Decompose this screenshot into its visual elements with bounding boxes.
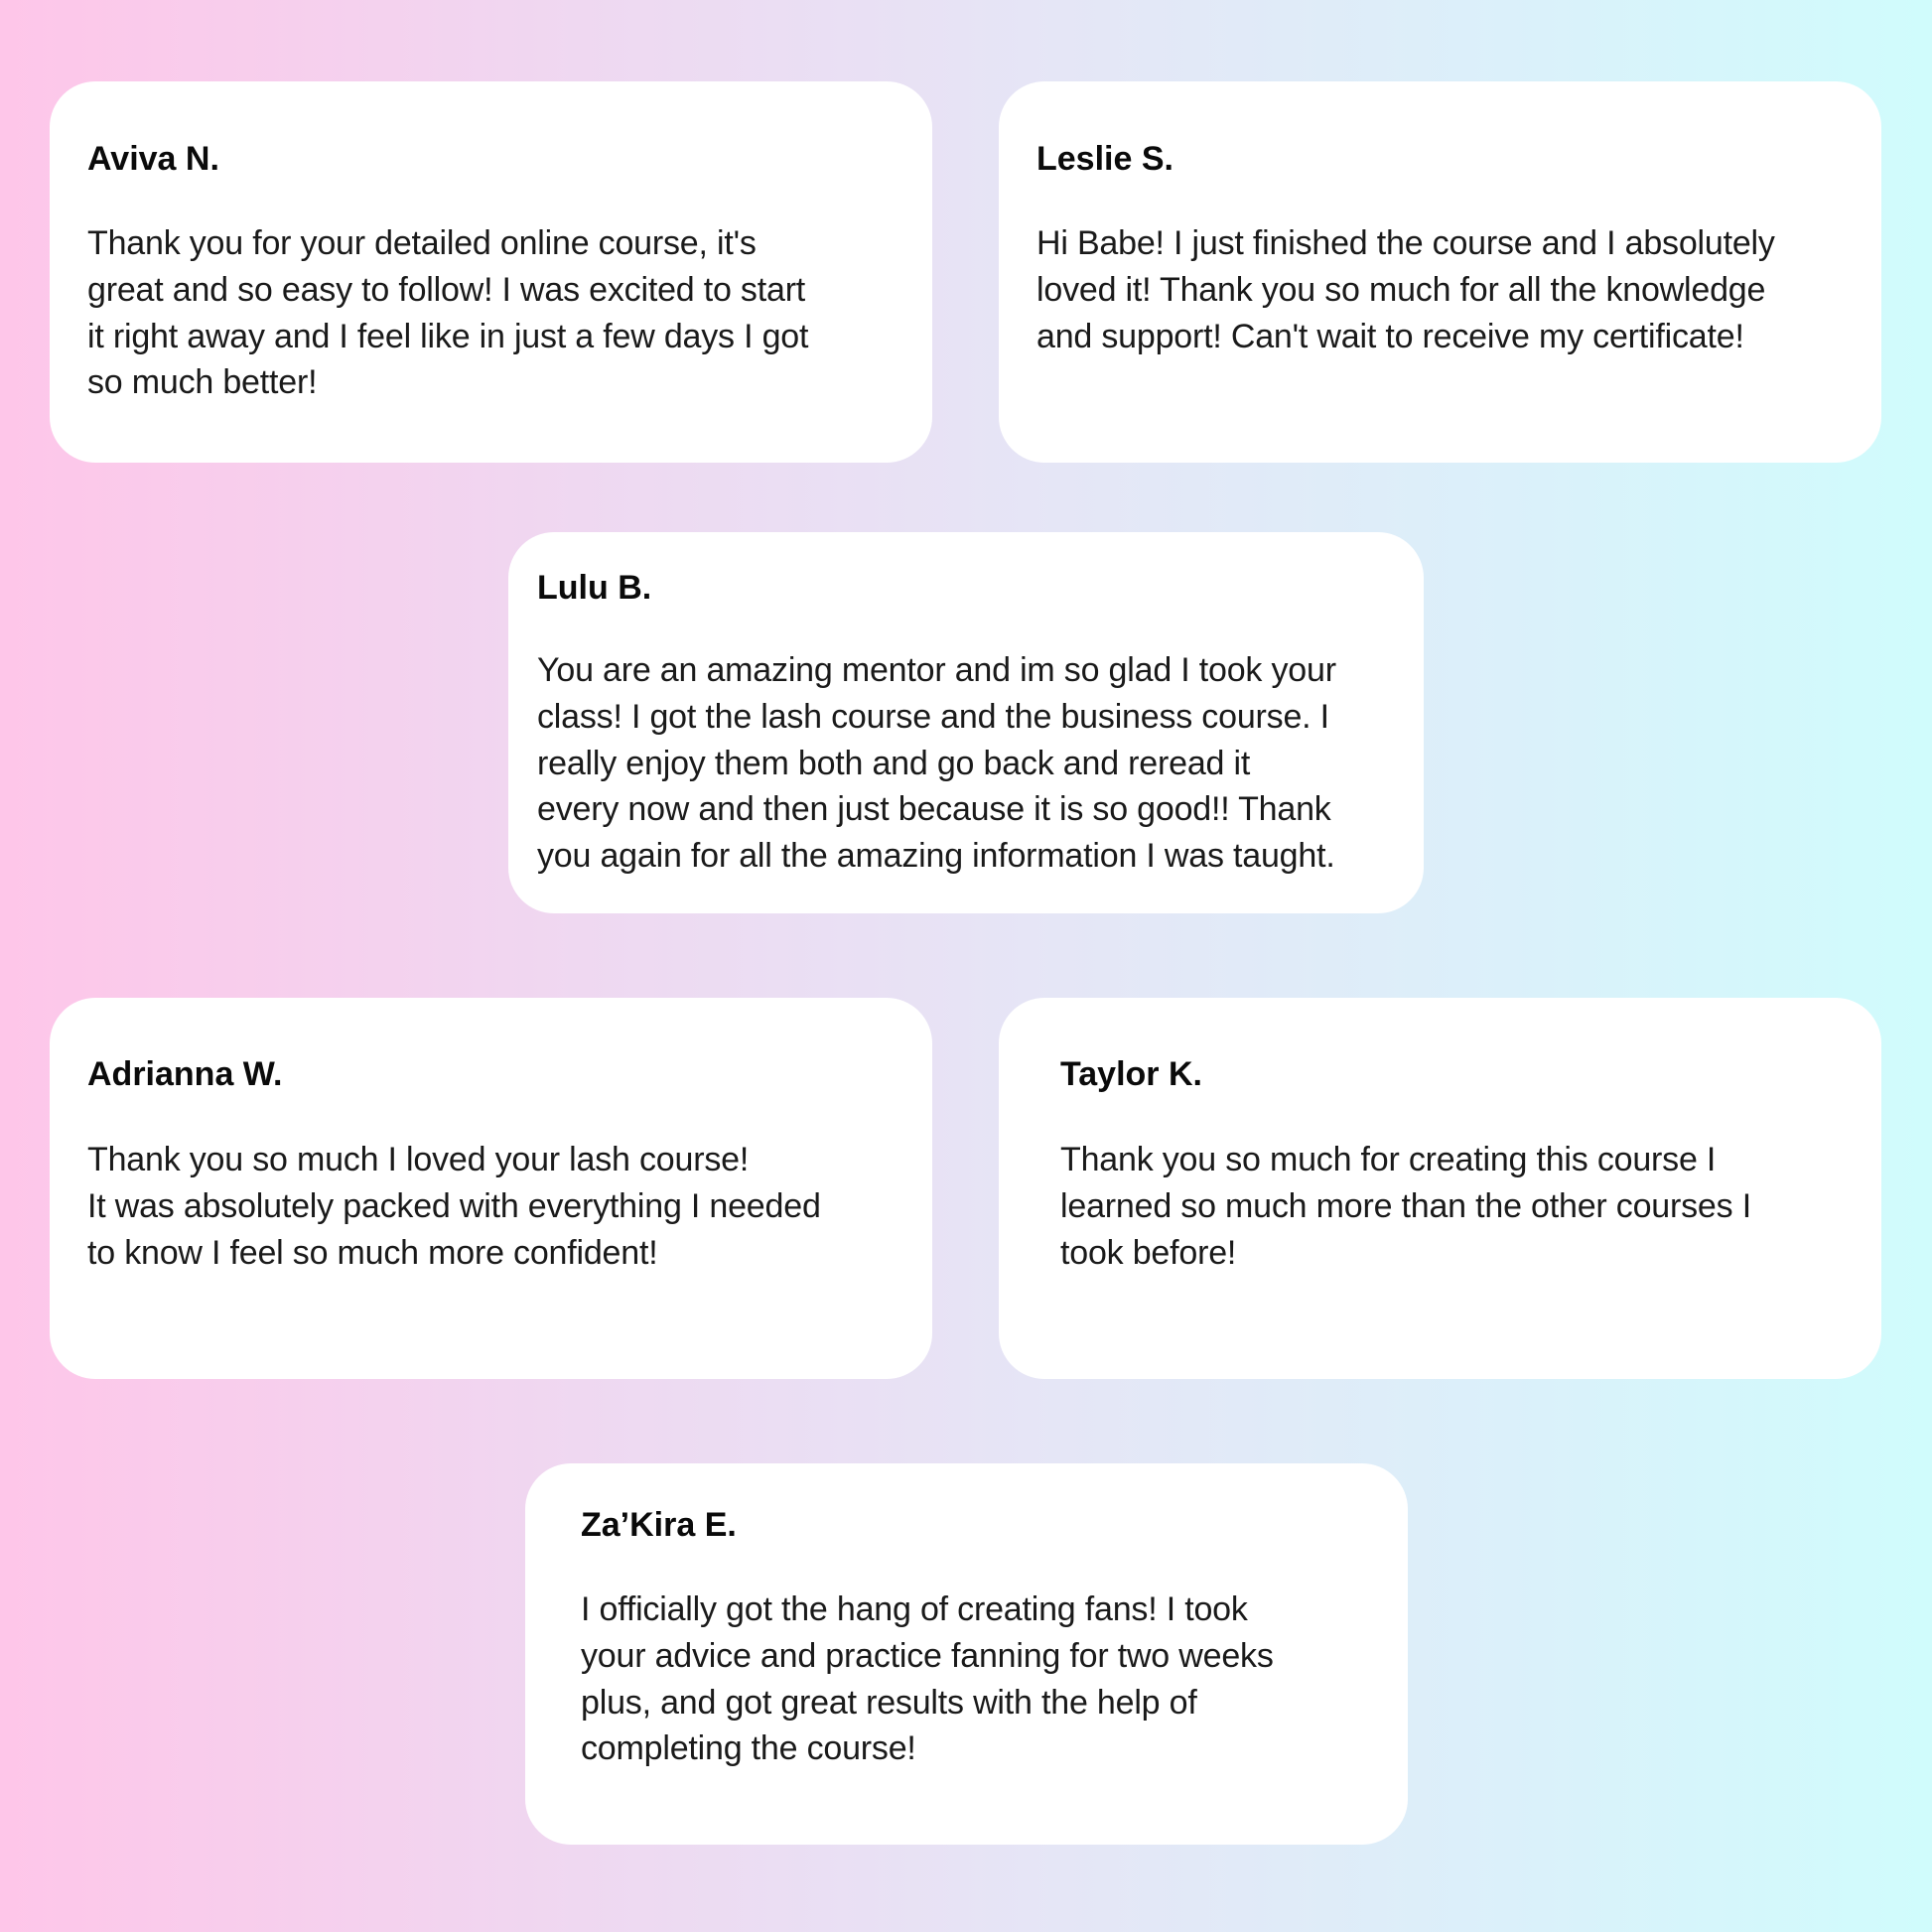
testimonial-text: You are an amazing mentor and im so glad I took your class! I got the lash course and the business course. I really enjoy them both and go back and reread it every now and then just because it is so good!! Thank you again for all the amazing information I was taught.: [537, 651, 1336, 876]
reviewer-name: Taylor K.: [1060, 1055, 1202, 1093]
reviewer-name: Leslie S.: [1036, 140, 1173, 178]
reviewer-name: Za’Kira E.: [581, 1506, 737, 1544]
testimonial-card: [999, 998, 1881, 1379]
testimonial-card: [50, 81, 932, 463]
testimonial-text: Thank you so much I loved your lash course! It was absolutely packed with everything I needed to know I feel so much more confident!: [87, 1141, 821, 1272]
reviewer-name: Aviva N.: [87, 140, 219, 178]
testimonial-card: [508, 532, 1424, 913]
testimonial-card: [50, 998, 932, 1379]
testimonial-card: [525, 1463, 1408, 1845]
testimonial-text: Thank you for your detailed online course, it's great and so easy to follow! I was excited to start it right away and I feel like in just a few days I got so much better!: [87, 224, 809, 402]
reviewer-name: Adrianna W.: [87, 1055, 283, 1093]
testimonial-card: [999, 81, 1881, 463]
testimonial-text: Hi Babe! I just finished the course and I absolutely loved it! Thank you so much for all the knowledge and support! Can't wait to receive my certificate!: [1036, 224, 1775, 355]
testimonial-text: I officially got the hang of creating fans! I took your advice and practice fanning for two weeks plus, and got great results with the help of completing the course!: [581, 1590, 1274, 1768]
testimonial-text: Thank you so much for creating this course I learned so much more than the other courses I took before!: [1060, 1141, 1751, 1272]
reviewer-name: Lulu B.: [537, 569, 652, 607]
